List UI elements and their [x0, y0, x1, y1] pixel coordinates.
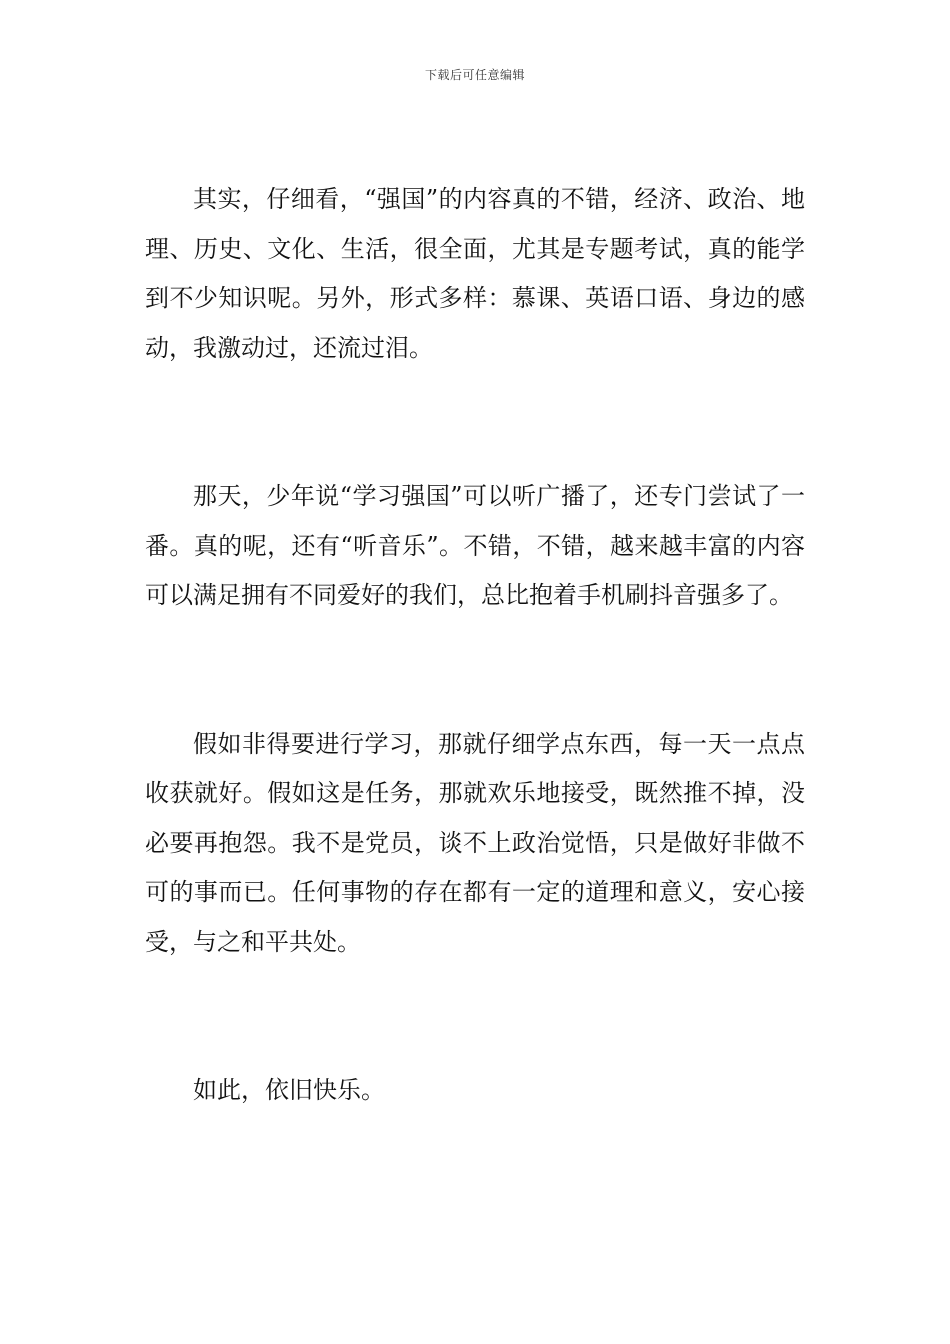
page-header: 下载后可任意编辑: [424, 68, 525, 82]
paragraph-1: 其实，仔细看，“强国”的内容真的不错，经济、政治、地理、历史、文化、生活，很全面，尤其是专题考试，真的能学到不少知识呢。另外，形式多样：慕课、英语口语、身边的感动，我激动过，还流过泪。: [145, 185, 805, 362]
document-body: [145, 175, 805, 1116]
paragraph-3: 假如非得要进行学习，那就仔细学点东西，每一天一点点收获就好。假如这是任务，那就欢乐地接受，既然推不掉，没必要再抱怨。我不是党员，谈不上政治觉悟，只是做好非做不可的事而已。任何事物的存在都有一定的道理和意义，安心接受，与之和平共处。: [145, 729, 805, 956]
paragraph-2: 那天，少年说“学习强国”可以听广播了，还专门尝试了一番。真的呢，还有“听音乐”。不错，不错，越来越丰富的内容可以满足拥有不同爱好的我们，总比抱着手机刷抖音强多了。: [145, 482, 805, 609]
paragraph-4: 如此，依旧快乐。: [193, 1076, 385, 1104]
